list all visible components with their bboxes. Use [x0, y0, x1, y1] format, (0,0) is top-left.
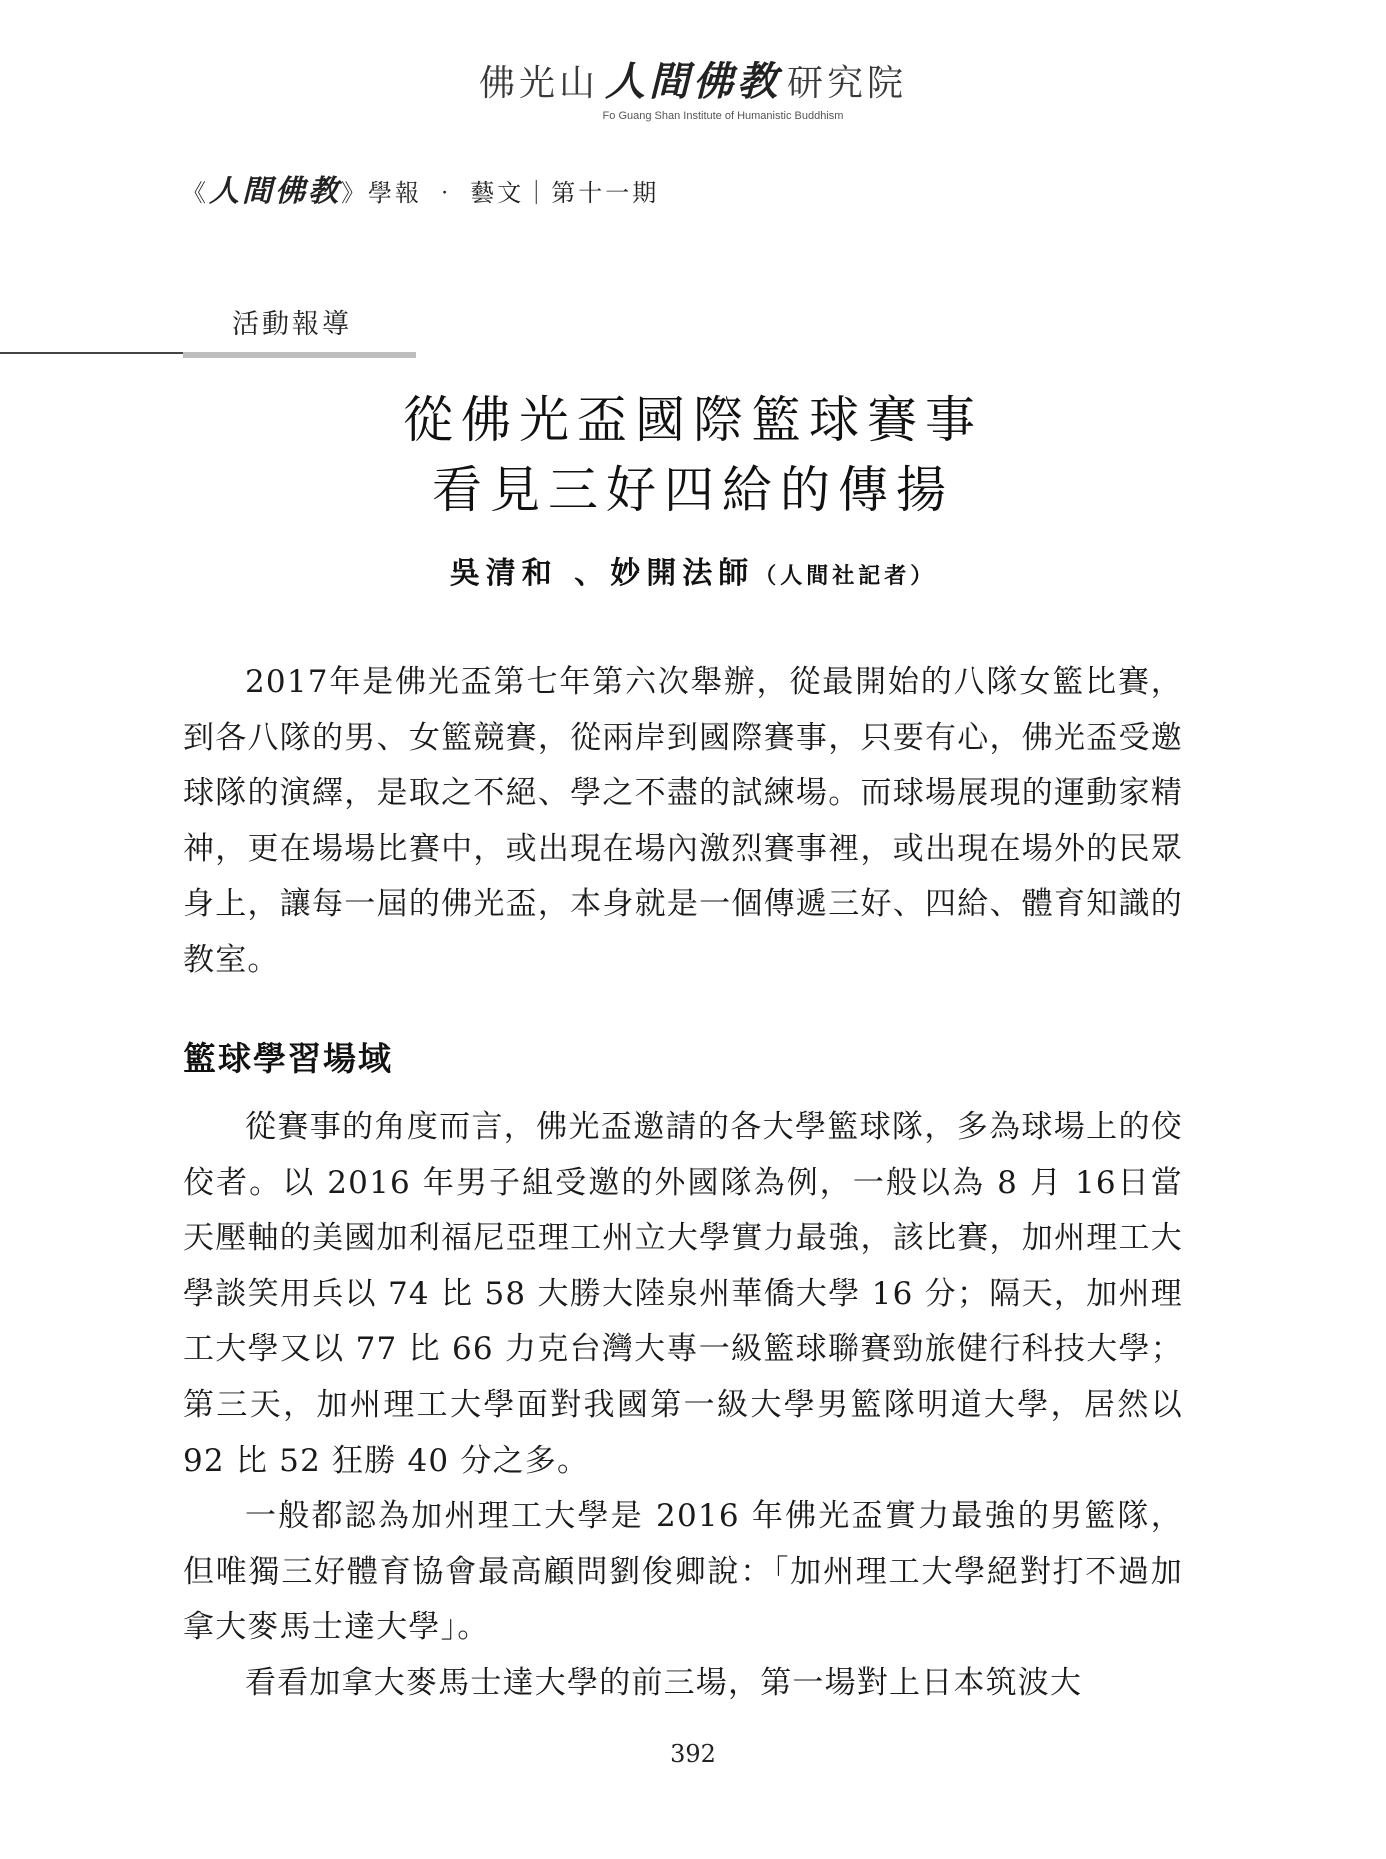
article-byline [0, 548, 1386, 592]
institute-header [0, 60, 1386, 122]
journal-title-emph: 人間佛教 [209, 174, 341, 209]
institute-english-name: Fo Guang Shan Institute of Humanistic Buddhism [602, 110, 844, 122]
article-title [0, 385, 1386, 525]
institute-name-pre: 佛光山 [478, 63, 599, 104]
author-role: （人間社記者） [754, 563, 937, 589]
section-label: 活動報導 [232, 309, 352, 340]
section-body [183, 1100, 1183, 1712]
article-title-line-2: 看見三好四給的傳揚 [432, 461, 954, 519]
body-paragraph: 一般都認為加州理工大學是 2016 年佛光盃實力最強的男籃隊，但唯獨三好體育協會最高顧問劉俊卿說：「加州理工大學絕對打不過加拿大麥馬士達大學」。 [183, 1498, 1183, 1646]
institute-name-post: 研究院 [787, 63, 908, 104]
institute-name-emph: 人間佛教 [605, 59, 781, 105]
section-rule-accent [183, 352, 416, 358]
journal-open-bracket: 《 [182, 179, 209, 207]
body-paragraph: 看看加拿大麥馬士達大學的前三場，第一場對上日本筑波大 [245, 1664, 1083, 1701]
section-heading: 籃球學習場域 [183, 1039, 393, 1078]
article-intro [183, 655, 1183, 989]
article-title-line-1: 從佛光盃國際籃球賽事 [403, 391, 983, 449]
intro-paragraph: 2017年是佛光盃第七年第六次舉辦，從最開始的八隊女籃比賽，到各八隊的男、女籃競賽，從兩岸到國際賽事，只要有心，佛光盃受邀球隊的演繹，是取之不絕、學之不盡的試練場。而球場展現的運動家精神，更在場場比賽中，或出現在場內激烈賽事裡，或出現在場外的民眾身上，讓每一屆的佛光盃，本身就是一個傳遞三好、四給、體育知識的教室。 [183, 664, 1183, 978]
body-paragraph: 從賽事的角度而言，佛光盃邀請的各大學籃球隊，多為球場上的佼佼者。以 2016 年男子組受邀的外國隊為例，一般以為 8 月 16日當天壓軸的美國加利福尼亞理工州立大學實力最強，該比賽，加州理工大學談笑用兵以 74 比 58 大勝大陸泉州華僑大學 16 分；隔天，加州理工大學又以 77 比 66 力克台灣大專一級籃球聯賽勁旅健行科技大學；第三天，加州理工大學面對我國第一級大學男籃隊明道大學，居然以 92 比 52 狂勝 40 分之多。 [183, 1109, 1183, 1479]
journal-running-head [182, 166, 659, 210]
article-authors: 吳清和 、妙開法師 [449, 556, 755, 591]
page-number: 392 [670, 1740, 716, 1768]
institute-name [0, 60, 1386, 106]
journal-title-rest: 》學報 ‧ 藝文｜第十一期 [341, 179, 660, 207]
